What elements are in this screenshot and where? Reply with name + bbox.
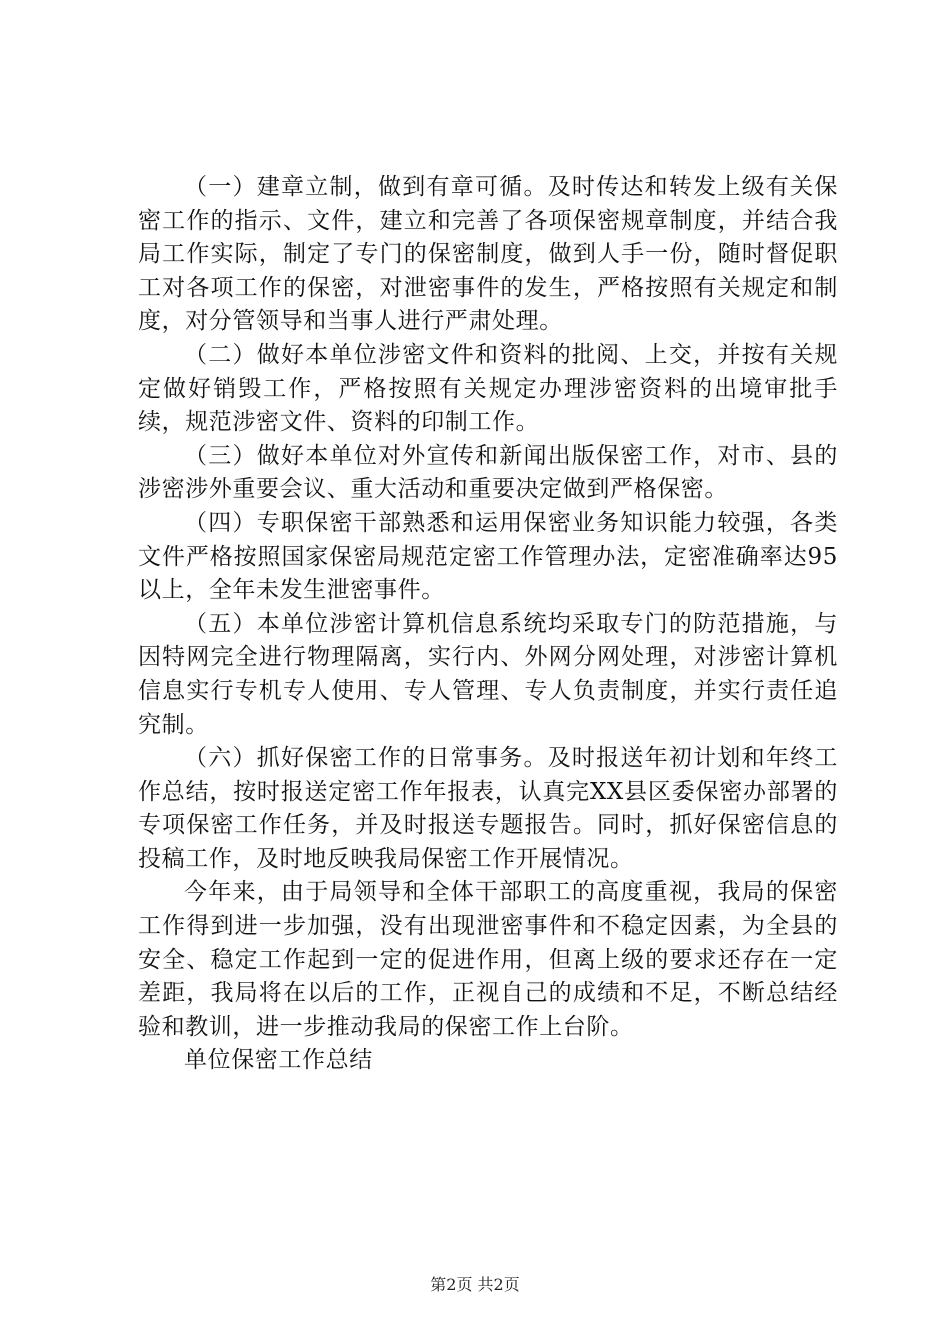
- paragraph-1: （一）建章立制，做到有章可循。及时传达和转发上级有关保密工作的指示、文件，建立和完善了各项保密规章制度，并结合我局工作实际，制定了专门的保密制度，做到人手一份，随时督促职工对各项工作的保密，对泄密事件的发生，严格按照有关规定和制度，对分管领导和当事人进行严肃处理。: [138, 174, 838, 335]
- paragraph-6: （六）抓好保密工作的日常事务。及时报送年初计划和年终工作总结，按时报送定密工作年报表，认真完XX县区委保密办部署的专项保密工作任务，并及时报送专题报告。同时，抓好保密信息的投稿工作，及时地反映我局保密工作开展情况。: [138, 745, 838, 872]
- paragraph-5: （五）本单位涉密计算机信息系统均采取专门的防范措施，与因特网完全进行物理隔离，实行内、外网分网处理，对涉密计算机信息实行专机专人使用、专人管理、专人负责制度，并实行责任追究制。: [138, 610, 838, 738]
- paragraph-2: （二）做好本单位涉密文件和资料的批阅、上交，并按有关规定做好销毁工作，严格按照有关规定办理涉密资料的出境审批手续，规范涉密文件、资料的印制工作。: [138, 341, 838, 436]
- paragraph-conclusion: 今年来，由于局领导和全体干部职工的高度重视，我局的保密工作得到进一步加强，没有出现泄密事件和不稳定因素，为全县的安全、稳定工作起到一定的促进作用，但离上级的要求还存在一定差距，我局将在以后的工作，正视自己的成绩和不足，不断总结经验和教训，进一步推动我局的保密工作上台阶。: [138, 879, 838, 1040]
- paragraph-3: （三）做好本单位对外宣传和新闻出版保密工作，对市、县的涉密涉外重要会议、重大活动和重要决定做到严格保密。: [138, 442, 838, 503]
- document-title-line: 单位保密工作总结: [184, 1047, 373, 1074]
- document-body: [138, 171, 838, 1078]
- page-number-footer: 第2页 共2页: [430, 1275, 520, 1294]
- paragraph-4: （四）专职保密干部熟悉和运用保密业务知识能力较强，各类文件严格按照国家保密局规范定密工作管理办法，定密准确率达95以上，全年未发生泄密事件。: [138, 509, 838, 604]
